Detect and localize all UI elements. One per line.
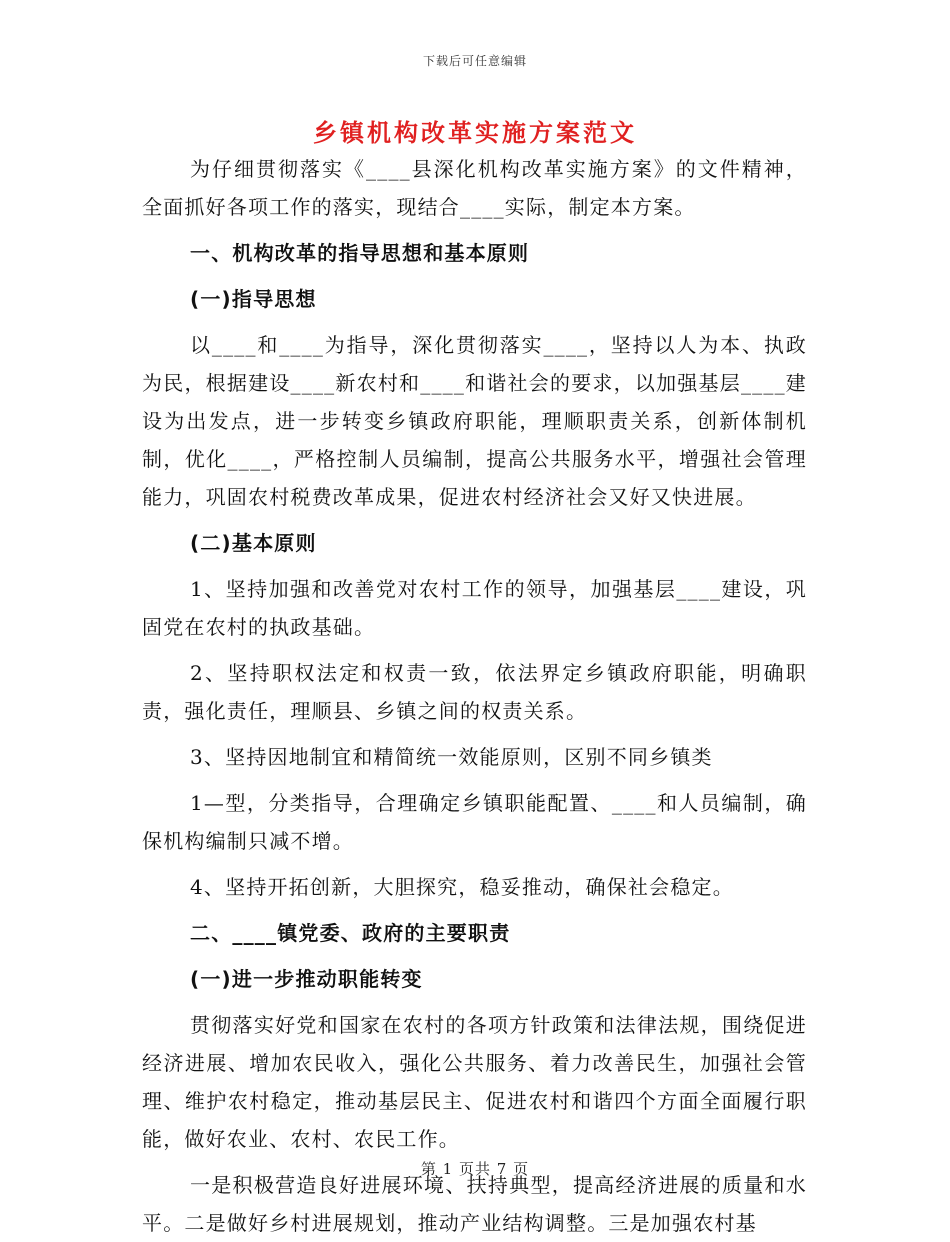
- header-note: 下载后可任意编辑: [422, 54, 527, 68]
- document-body: [142, 150, 807, 1242]
- section-heading-2: 二、____镇党委、政府的主要职责: [190, 921, 511, 945]
- section-heading-1: 一、机构改革的指导思想和基本原则: [190, 241, 530, 265]
- principle-3-continued-paragraph: 1—型，分类指导，合理确定乡镇职能配置、____和人员编制，确保机构编制只减不增。: [142, 791, 807, 853]
- function-transform-paragraph: 贯彻落实好党和国家在农村的各项方针政策和法律法规，围绕促进经济进展、增加农民收入，强化公共服务、着力改善民生，加强社会管理、维护农村稳定，推动基层民主、促进农村和谐四个方面全面履行职能，做好农业、农村、农民工作。: [142, 1013, 807, 1151]
- subsection-heading-function-transform: (一)进一步推动职能转变: [190, 967, 423, 991]
- guiding-ideology-paragraph: 以____和____为指导，深化贯彻落实____，坚持以人为本、执政为民，根据建设____新农村和____和谐社会的要求，以加强基层____建设为出发点，进一步转变乡镇政府职能，理顺职责关系，创新体制机制，优化____，严格控制人员编制，提高公共服务水平，增强社会管理能力，巩固农村税费改革成果，促进农村经济社会又好又快进展。: [142, 333, 807, 509]
- principle-3-paragraph: 3、坚持因地制宜和精简统一效能原则，区别不同乡镇类: [190, 745, 713, 769]
- tasks-paragraph: 一是积极营造良好进展环境、扶持典型，提高经济进展的质量和水平。二是做好乡村进展规划，推动产业结构调整。三是加强农村基: [142, 1173, 807, 1235]
- principle-1-paragraph: 1、坚持加强和改善党对农村工作的领导，加强基层____建设，巩固党在农村的执政基础。: [142, 577, 807, 639]
- intro-paragraph: 为仔细贯彻落实《____县深化机构改革实施方案》的文件精神，全面抓好各项工作的落实，现结合____实际，制定本方案。: [142, 157, 807, 219]
- principle-4-paragraph: 4、坚持开拓创新，大胆探究，稳妥推动，确保社会稳定。: [190, 875, 734, 899]
- document-title: 乡镇机构改革实施方案范文: [313, 119, 637, 147]
- principle-2-paragraph: 2、坚持职权法定和权责一致，依法界定乡镇政府职能，明确职责，强化责任，理顺县、乡镇之间的权责关系。: [142, 661, 807, 723]
- subsection-heading-guiding-ideology: (一)指导思想: [190, 287, 317, 311]
- page-number-footer: 第 1 页共 7 页: [420, 1160, 530, 1178]
- subsection-heading-basic-principles: (二)基本原则: [190, 531, 317, 555]
